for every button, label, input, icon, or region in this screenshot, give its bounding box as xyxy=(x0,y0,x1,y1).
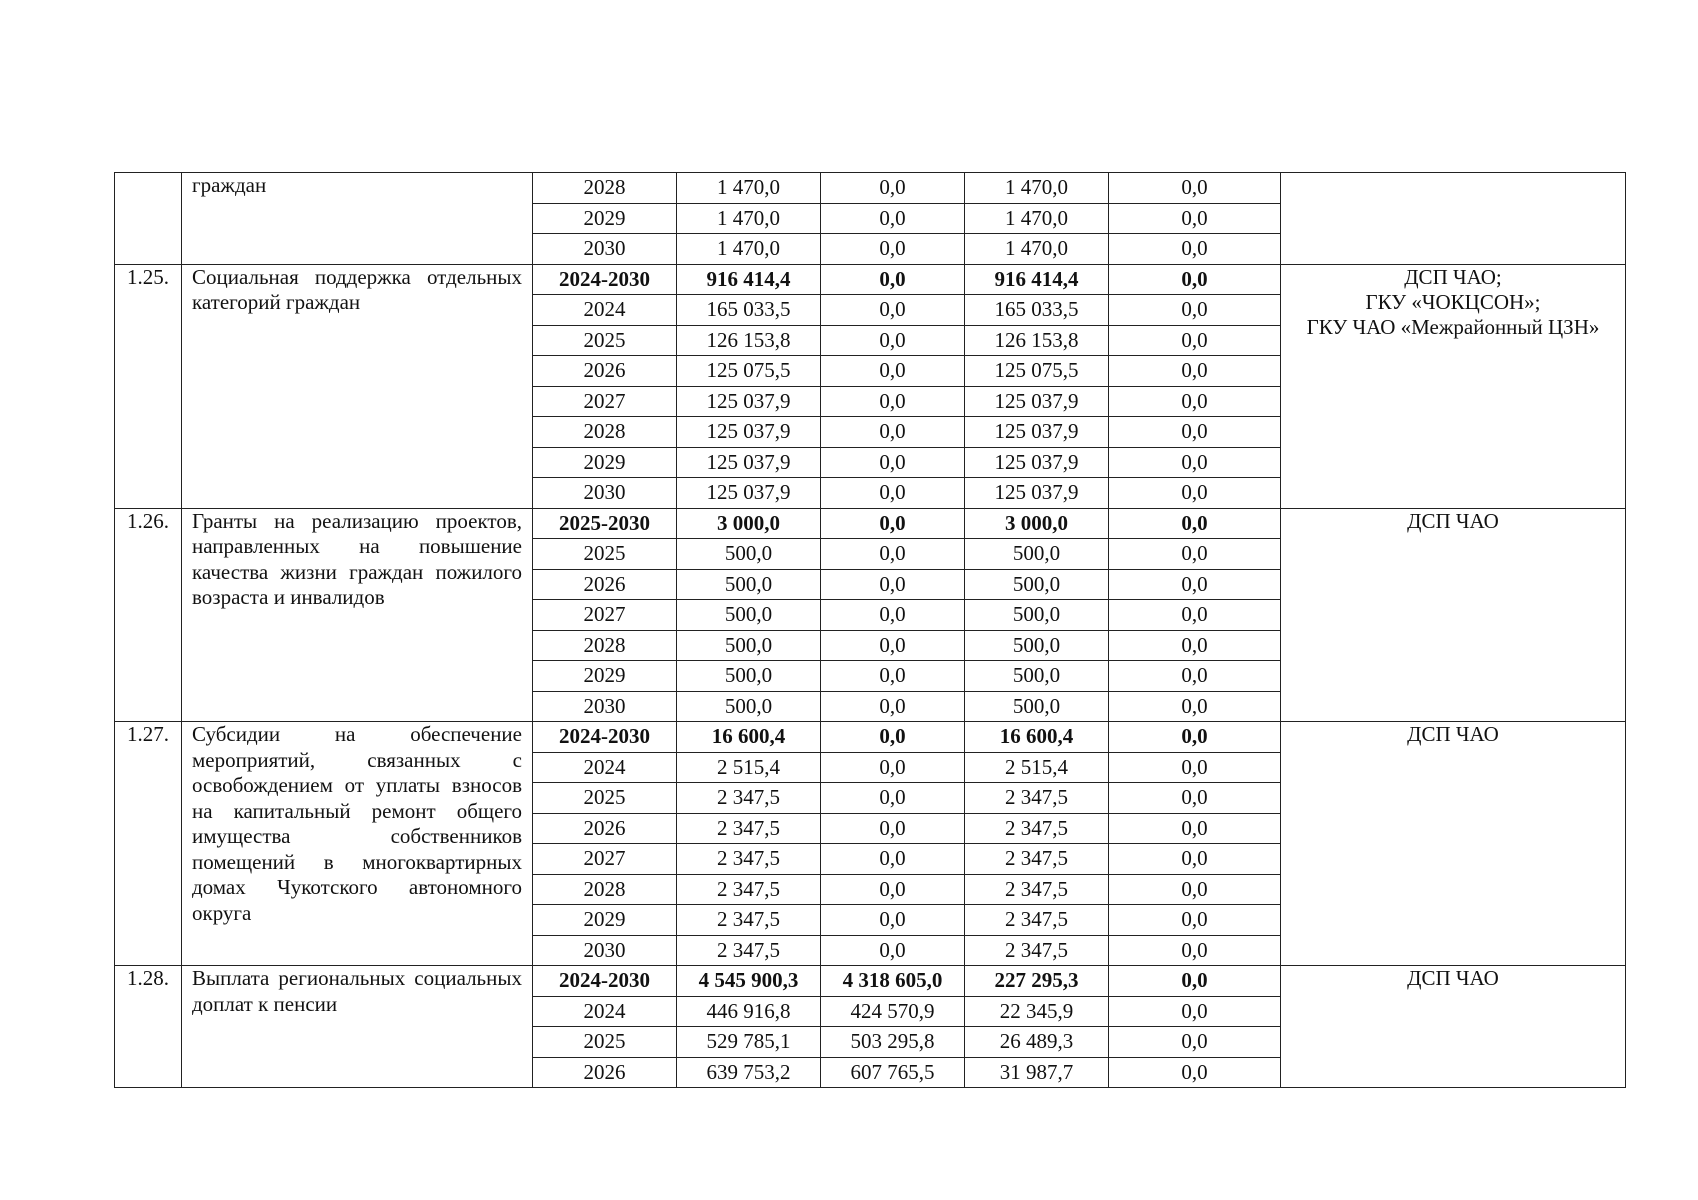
regional-budget-cell: 125 037,9 xyxy=(965,447,1109,478)
total-cell: 500,0 xyxy=(677,630,821,661)
other-sources-cell: 0,0 xyxy=(1109,1057,1281,1088)
total-cell: 1 470,0 xyxy=(677,234,821,265)
total-cell: 2 347,5 xyxy=(677,935,821,966)
other-sources-cell: 0,0 xyxy=(1109,874,1281,905)
regional-budget-cell: 2 347,5 xyxy=(965,783,1109,814)
federal-budget-cell: 0,0 xyxy=(821,539,965,570)
federal-budget-cell: 0,0 xyxy=(821,386,965,417)
regional-budget-cell: 500,0 xyxy=(965,600,1109,631)
regional-budget-cell: 500,0 xyxy=(965,569,1109,600)
other-sources-cell: 0,0 xyxy=(1109,844,1281,875)
regional-budget-cell: 1 470,0 xyxy=(965,173,1109,204)
other-sources-cell: 0,0 xyxy=(1109,630,1281,661)
table-body xyxy=(115,173,1626,1088)
period-cell: 2026 xyxy=(533,569,677,600)
period-cell: 2030 xyxy=(533,691,677,722)
other-sources-cell: 0,0 xyxy=(1109,569,1281,600)
regional-budget-cell: 2 347,5 xyxy=(965,935,1109,966)
federal-budget-cell: 0,0 xyxy=(821,234,965,265)
item-number: 1.28. xyxy=(115,966,182,1088)
period-cell: 2024-2030 xyxy=(533,264,677,295)
period-cell: 2030 xyxy=(533,935,677,966)
regional-budget-cell: 2 347,5 xyxy=(965,844,1109,875)
federal-budget-cell: 4 318 605,0 xyxy=(821,966,965,997)
total-cell: 125 075,5 xyxy=(677,356,821,387)
federal-budget-cell: 0,0 xyxy=(821,600,965,631)
table-row xyxy=(115,722,1626,753)
other-sources-cell: 0,0 xyxy=(1109,600,1281,631)
total-cell: 529 785,1 xyxy=(677,1027,821,1058)
period-cell: 2026 xyxy=(533,813,677,844)
federal-budget-cell: 0,0 xyxy=(821,356,965,387)
federal-budget-cell: 0,0 xyxy=(821,722,965,753)
total-cell: 125 037,9 xyxy=(677,386,821,417)
period-cell: 2028 xyxy=(533,630,677,661)
other-sources-cell: 0,0 xyxy=(1109,325,1281,356)
regional-budget-cell: 3 000,0 xyxy=(965,508,1109,539)
other-sources-cell: 0,0 xyxy=(1109,478,1281,509)
federal-budget-cell: 0,0 xyxy=(821,905,965,936)
total-cell: 16 600,4 xyxy=(677,722,821,753)
period-cell: 2024 xyxy=(533,996,677,1027)
total-cell: 639 753,2 xyxy=(677,1057,821,1088)
item-number: 1.26. xyxy=(115,508,182,722)
federal-budget-cell: 0,0 xyxy=(821,813,965,844)
other-sources-cell: 0,0 xyxy=(1109,234,1281,265)
period-cell: 2026 xyxy=(533,1057,677,1088)
regional-budget-cell: 1 470,0 xyxy=(965,234,1109,265)
other-sources-cell: 0,0 xyxy=(1109,813,1281,844)
other-sources-cell: 0,0 xyxy=(1109,295,1281,326)
item-number xyxy=(115,173,182,265)
total-cell: 500,0 xyxy=(677,569,821,600)
total-cell: 125 037,9 xyxy=(677,447,821,478)
item-name: Выплата региональных социальных доплат к пенсии xyxy=(182,966,533,1088)
regional-budget-cell: 2 347,5 xyxy=(965,905,1109,936)
item-name: Гранты на реализацию проектов, направленных на повышение качества жизни граждан пожилого возраста и инвалидов xyxy=(182,508,533,722)
total-cell: 2 515,4 xyxy=(677,752,821,783)
federal-budget-cell: 0,0 xyxy=(821,508,965,539)
regional-budget-cell: 125 037,9 xyxy=(965,478,1109,509)
federal-budget-cell: 0,0 xyxy=(821,630,965,661)
period-cell: 2027 xyxy=(533,600,677,631)
other-sources-cell: 0,0 xyxy=(1109,783,1281,814)
regional-budget-cell: 125 075,5 xyxy=(965,356,1109,387)
total-cell: 165 033,5 xyxy=(677,295,821,326)
executor-cell xyxy=(1281,264,1626,508)
other-sources-cell: 0,0 xyxy=(1109,539,1281,570)
total-cell: 125 037,9 xyxy=(677,478,821,509)
period-cell: 2025 xyxy=(533,539,677,570)
executor-cell xyxy=(1281,722,1626,966)
total-cell: 1 470,0 xyxy=(677,173,821,204)
table-row xyxy=(115,264,1626,295)
program-financing-table xyxy=(114,172,1626,1088)
other-sources-cell: 0,0 xyxy=(1109,722,1281,753)
regional-budget-cell: 500,0 xyxy=(965,691,1109,722)
federal-budget-cell: 0,0 xyxy=(821,783,965,814)
other-sources-cell: 0,0 xyxy=(1109,905,1281,936)
federal-budget-cell: 0,0 xyxy=(821,325,965,356)
regional-budget-cell: 227 295,3 xyxy=(965,966,1109,997)
item-number: 1.25. xyxy=(115,264,182,508)
period-cell: 2029 xyxy=(533,661,677,692)
regional-budget-cell: 16 600,4 xyxy=(965,722,1109,753)
regional-budget-cell: 2 347,5 xyxy=(965,813,1109,844)
total-cell: 2 347,5 xyxy=(677,874,821,905)
federal-budget-cell: 503 295,8 xyxy=(821,1027,965,1058)
total-cell: 446 916,8 xyxy=(677,996,821,1027)
regional-budget-cell: 916 414,4 xyxy=(965,264,1109,295)
period-cell: 2028 xyxy=(533,874,677,905)
executor-name: ГКУ ЧАО «Межрайонный ЦЗН» xyxy=(1306,314,1600,339)
other-sources-cell: 0,0 xyxy=(1109,173,1281,204)
executor-name: ДСП ЧАО xyxy=(1407,722,1499,746)
executor-name: ДСП ЧАО xyxy=(1407,508,1499,533)
period-cell: 2024-2030 xyxy=(533,966,677,997)
other-sources-cell: 0,0 xyxy=(1109,356,1281,387)
other-sources-cell: 0,0 xyxy=(1109,1027,1281,1058)
executor-name: ДСП ЧАО xyxy=(1407,966,1499,990)
period-cell: 2027 xyxy=(533,386,677,417)
other-sources-cell: 0,0 xyxy=(1109,447,1281,478)
item-name: Субсидии на обеспечение мероприятий, связанных с освобождением от уплаты взносов на капитальный ремонт общего имущества собственников помещений в многоквартирных домах Чукотского автономного округа xyxy=(182,722,533,966)
total-cell: 500,0 xyxy=(677,691,821,722)
table-row xyxy=(115,966,1626,997)
total-cell: 3 000,0 xyxy=(677,508,821,539)
other-sources-cell: 0,0 xyxy=(1109,691,1281,722)
total-cell: 500,0 xyxy=(677,539,821,570)
regional-budget-cell: 125 037,9 xyxy=(965,417,1109,448)
regional-budget-cell: 31 987,7 xyxy=(965,1057,1109,1088)
period-cell: 2027 xyxy=(533,844,677,875)
federal-budget-cell: 0,0 xyxy=(821,691,965,722)
period-cell: 2029 xyxy=(533,447,677,478)
federal-budget-cell: 0,0 xyxy=(821,203,965,234)
executor-cell xyxy=(1281,966,1626,1088)
total-cell: 2 347,5 xyxy=(677,905,821,936)
federal-budget-cell: 0,0 xyxy=(821,295,965,326)
regional-budget-cell: 2 347,5 xyxy=(965,874,1109,905)
federal-budget-cell: 0,0 xyxy=(821,935,965,966)
other-sources-cell: 0,0 xyxy=(1109,752,1281,783)
total-cell: 2 347,5 xyxy=(677,844,821,875)
regional-budget-cell: 22 345,9 xyxy=(965,996,1109,1027)
executor-name: ГКУ «ЧОКЦСОН»; xyxy=(1365,289,1541,314)
other-sources-cell: 0,0 xyxy=(1109,417,1281,448)
federal-budget-cell: 0,0 xyxy=(821,447,965,478)
period-cell: 2030 xyxy=(533,478,677,509)
period-cell: 2028 xyxy=(533,417,677,448)
regional-budget-cell: 1 470,0 xyxy=(965,203,1109,234)
period-cell: 2029 xyxy=(533,905,677,936)
item-number: 1.27. xyxy=(115,722,182,966)
period-cell: 2029 xyxy=(533,203,677,234)
regional-budget-cell: 126 153,8 xyxy=(965,325,1109,356)
period-cell: 2026 xyxy=(533,356,677,387)
federal-budget-cell: 0,0 xyxy=(821,661,965,692)
federal-budget-cell: 607 765,5 xyxy=(821,1057,965,1088)
federal-budget-cell: 0,0 xyxy=(821,874,965,905)
regional-budget-cell: 125 037,9 xyxy=(965,386,1109,417)
federal-budget-cell: 0,0 xyxy=(821,844,965,875)
regional-budget-cell: 2 515,4 xyxy=(965,752,1109,783)
period-cell: 2025 xyxy=(533,325,677,356)
total-cell: 1 470,0 xyxy=(677,203,821,234)
federal-budget-cell: 424 570,9 xyxy=(821,996,965,1027)
period-cell: 2024-2030 xyxy=(533,722,677,753)
other-sources-cell: 0,0 xyxy=(1109,508,1281,539)
total-cell: 2 347,5 xyxy=(677,783,821,814)
period-cell: 2030 xyxy=(533,234,677,265)
other-sources-cell: 0,0 xyxy=(1109,264,1281,295)
federal-budget-cell: 0,0 xyxy=(821,173,965,204)
period-cell: 2024 xyxy=(533,295,677,326)
regional-budget-cell: 500,0 xyxy=(965,630,1109,661)
table-row xyxy=(115,173,1626,204)
total-cell: 916 414,4 xyxy=(677,264,821,295)
other-sources-cell: 0,0 xyxy=(1109,996,1281,1027)
other-sources-cell: 0,0 xyxy=(1109,203,1281,234)
other-sources-cell: 0,0 xyxy=(1109,386,1281,417)
total-cell: 2 347,5 xyxy=(677,813,821,844)
federal-budget-cell: 0,0 xyxy=(821,752,965,783)
period-cell: 2028 xyxy=(533,173,677,204)
period-cell: 2025 xyxy=(533,1027,677,1058)
executor-cell xyxy=(1281,508,1626,722)
regional-budget-cell: 165 033,5 xyxy=(965,295,1109,326)
period-cell: 2025-2030 xyxy=(533,508,677,539)
other-sources-cell: 0,0 xyxy=(1109,661,1281,692)
period-cell: 2024 xyxy=(533,752,677,783)
regional-budget-cell: 26 489,3 xyxy=(965,1027,1109,1058)
executor-cell xyxy=(1281,173,1626,265)
total-cell: 500,0 xyxy=(677,661,821,692)
regional-budget-cell: 500,0 xyxy=(965,539,1109,570)
item-name: Социальная поддержка отдельных категорий граждан xyxy=(182,264,533,508)
federal-budget-cell: 0,0 xyxy=(821,417,965,448)
regional-budget-cell: 500,0 xyxy=(965,661,1109,692)
total-cell: 4 545 900,3 xyxy=(677,966,821,997)
total-cell: 500,0 xyxy=(677,600,821,631)
other-sources-cell: 0,0 xyxy=(1109,966,1281,997)
federal-budget-cell: 0,0 xyxy=(821,478,965,509)
period-cell: 2025 xyxy=(533,783,677,814)
total-cell: 126 153,8 xyxy=(677,325,821,356)
executor-name: ДСП ЧАО; xyxy=(1404,264,1502,289)
federal-budget-cell: 0,0 xyxy=(821,569,965,600)
other-sources-cell: 0,0 xyxy=(1109,935,1281,966)
total-cell: 125 037,9 xyxy=(677,417,821,448)
federal-budget-cell: 0,0 xyxy=(821,264,965,295)
table-row xyxy=(115,508,1626,539)
item-name: граждан xyxy=(182,173,533,265)
